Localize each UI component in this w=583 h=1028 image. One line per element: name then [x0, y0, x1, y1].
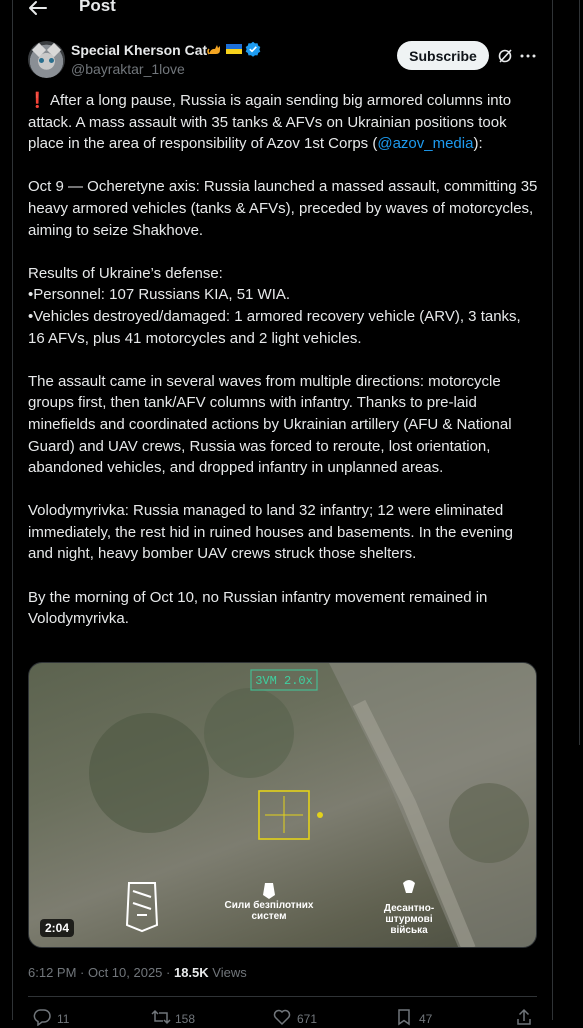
- side-panel-edge: [579, 0, 583, 745]
- video-frame: [29, 663, 537, 948]
- post-paragraph-volodymyrivka: Volodymyrivka: Russia managed to land 32 infantry; 12 were eliminated immediately, the rest hid in ruined houses and basements. In the evening and night, heavy bomber UAV crews struck those shelters.: [28, 502, 514, 563]
- drone-forces-emblem-icon: [263, 883, 275, 899]
- grok-icon[interactable]: [496, 47, 514, 65]
- zoom-overlay-text: 3VM 2.0x: [255, 674, 313, 688]
- more-horizontal-icon[interactable]: [519, 47, 537, 65]
- air-assault-label-3: війська: [390, 925, 428, 936]
- share-icon: [515, 1008, 533, 1026]
- subscribe-button[interactable]: Subscribe: [397, 41, 489, 70]
- air-assault-label-2: штурмові: [385, 914, 433, 925]
- like-count: 671: [297, 1012, 318, 1026]
- post-text-segment: After a long pause, Russia is again sending big armored columns into attack. A mass assault with 35 tanks & AFVs on Ukrainian positions took place in the area of responsibility of Azov 1st Corps (: [28, 92, 512, 153]
- air-assault-label-1: Десантно-: [383, 903, 435, 914]
- repost-icon: [151, 1008, 171, 1026]
- bookmark-count: 47: [419, 1012, 433, 1026]
- post-paragraph-results-title: Results of Ukraine’s defense:: [28, 264, 223, 282]
- column-border-left: [12, 0, 13, 1020]
- page-title: Post: [79, 0, 116, 15]
- view-count: 18.5K: [173, 965, 209, 980]
- post-meta: [28, 965, 247, 980]
- video-player[interactable]: [28, 662, 537, 948]
- post-paragraph-morning: By the morning of Oct 10, no Russian infantry movement remained in Volodymyrivka.: [28, 588, 488, 628]
- post-paragraph-assault: The assault came in several waves from multiple directions: motorcycle groups first, then tank/AFV columns with infantry. Thanks to pre-laid minefields and coordinated actions by Ukrainian artillery (AFU & National Guard) and UAV crews, Russia was forced to reroute, lost orientation, abandoned vehicles, and dropped infantry in unplanned areas.: [28, 372, 512, 477]
- post-paragraph-vehicles: •Vehicles destroyed/damaged: 1 armored recovery vehicle (ARV), 3 tanks, 16 AFVs, plus 41 motorcycles and 2 light vehicles.: [28, 307, 521, 347]
- repost-count: 158: [175, 1012, 196, 1026]
- arrow-left-icon[interactable]: [28, 0, 48, 16]
- author-display-name[interactable]: Special Kherson Cat: [71, 42, 208, 58]
- drone-forces-label-1: Сили безпілотних: [224, 900, 314, 911]
- drone-forces-label-2: систем: [251, 911, 287, 922]
- bookmark-icon: [395, 1008, 413, 1026]
- reply-count: 11: [57, 1012, 70, 1026]
- reply-icon: [33, 1008, 51, 1026]
- divider: [28, 996, 537, 997]
- post-text-segment: ):: [473, 135, 483, 153]
- author-handle[interactable]: @bayraktar_1love: [71, 61, 185, 77]
- post-text: [28, 90, 540, 630]
- video-duration-badge: 2:04: [40, 919, 74, 937]
- post-paragraph-intro: [28, 90, 540, 155]
- cat-emoji: [207, 42, 223, 56]
- unit-emblem-icon: [127, 883, 157, 931]
- views-label: Views: [208, 965, 247, 980]
- post-paragraph-personnel: •Personnel: 107 Russians KIA, 51 WIA.: [28, 286, 291, 304]
- exclamation-emoji: ❗: [28, 92, 47, 109]
- verified-badge-icon[interactable]: [245, 41, 261, 57]
- mention-link[interactable]: @azov_media: [377, 135, 474, 153]
- column-border-right: [552, 0, 553, 1020]
- heart-icon: [273, 1008, 291, 1026]
- avatar[interactable]: [28, 41, 65, 78]
- air-assault-emblem-icon: [403, 880, 415, 893]
- ukraine-flag-emoji: [225, 42, 243, 56]
- post-timestamp[interactable]: 6:12 PM · Oct 10, 2025 ·: [28, 965, 174, 980]
- post-paragraph-axis: Oct 9 — Ocheretyne axis: Russia launched a massed assault, committing 35 heavy armored vehicles (tanks & AFVs), preceded by waves of motorcycles, aiming to seize Shakhove.: [28, 178, 538, 239]
